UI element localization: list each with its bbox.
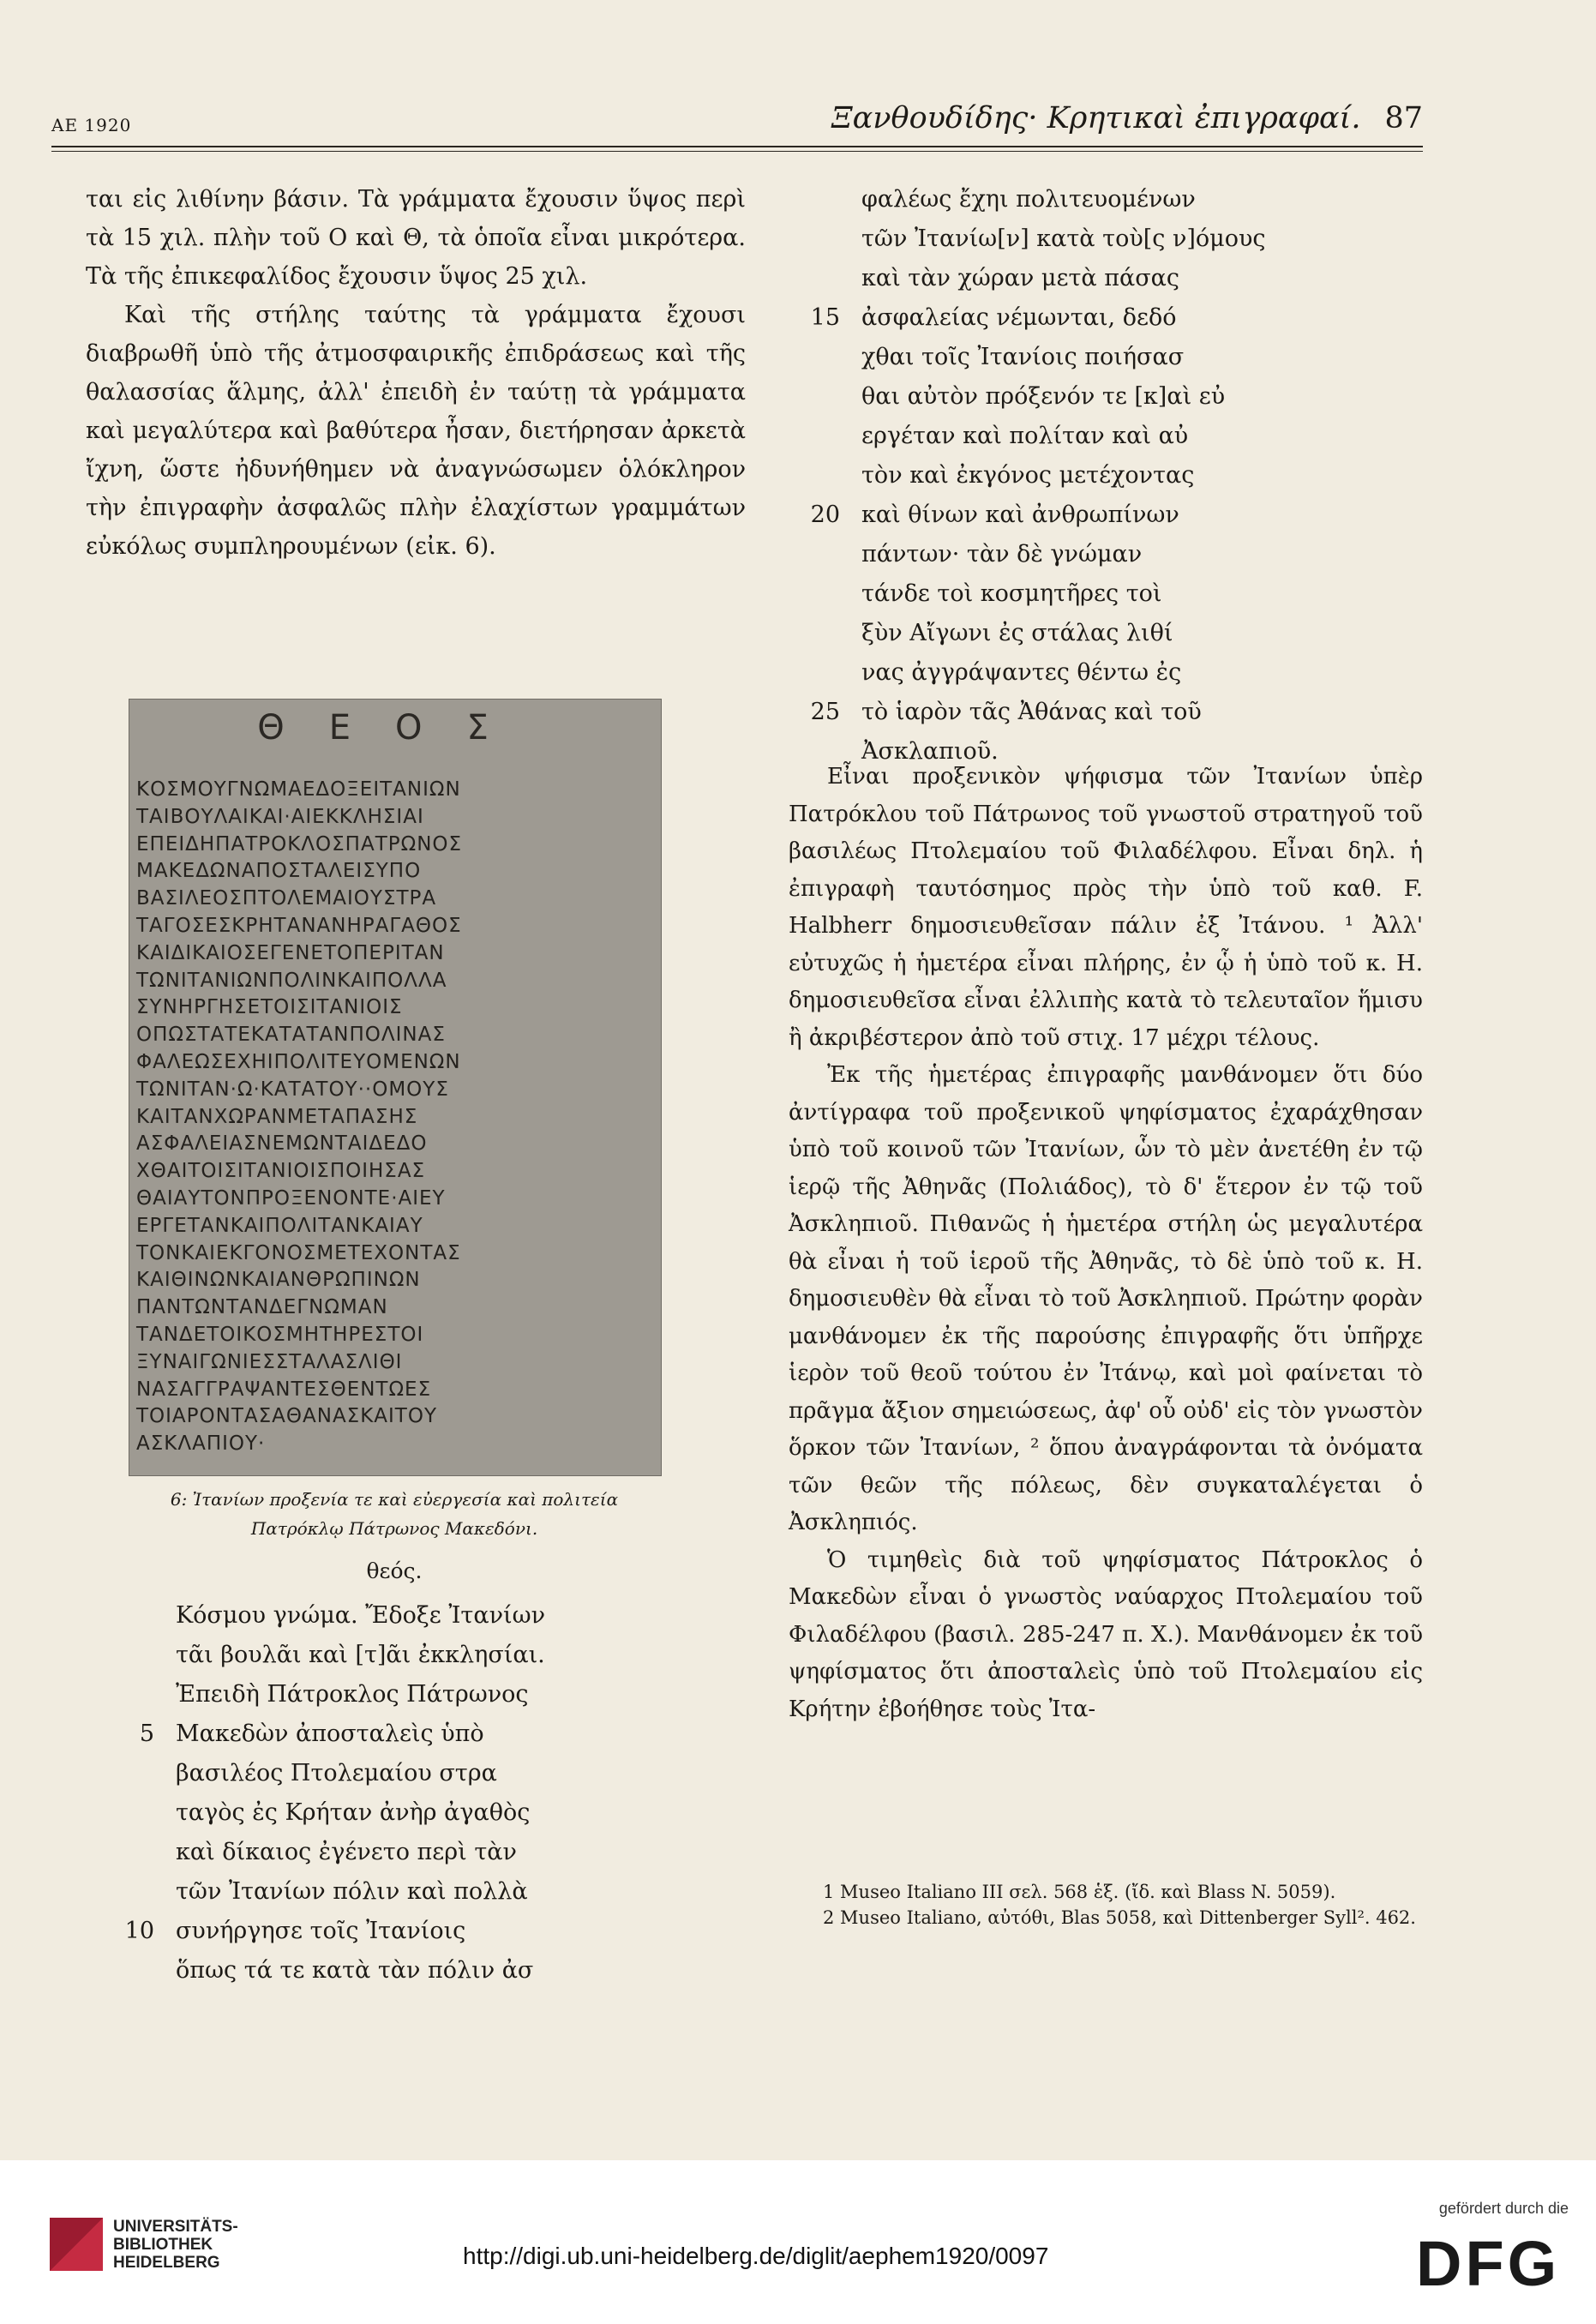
stone-line: ΠΑΝΤΩΝΤΑΝΔΕΓΝΩΜΑΝ — [136, 1296, 388, 1319]
footnotes — [789, 1879, 1423, 1931]
stone-line: ΤΩΝΙΤΑΝ·Ω·ΚΑΤΑΤΟΥ··ΟΜΟΥΣ — [136, 1078, 449, 1101]
inscription-line — [806, 259, 1423, 298]
paragraph: Καὶ τῆς στήλης ταύτης τὰ γράμματα ἔχουσι διαβρωθῆ ὑπὸ τῆς ἀτμοσφαιρικῆς ἐπιδράσεως καὶ τῆς θαλασσίας ἅλμης, ἀλλ' ἐπειδὴ ἐν ταύτῃ τὰ γράμματα καὶ μεγαλύτερα καὶ βαθύτερα ἦσαν, διετήρησαν ἀρκετὰ ἴχνη, ὥστε ἠδυνήθημεν νὰ ἀναγνώσωμεν ὁλόκληρον τὴν ἐπιγραφὴν ἀσφαλῶς πλὴν ἐλαχίστων γραμμάτων εὐκόλως συμπληρουμένων (εἰκ. 6). — [86, 302, 746, 560]
library-name-line: BIBLIOTHEK — [113, 2236, 213, 2254]
inscription-line — [120, 1951, 737, 1991]
line-text: ταγὸς ἐς Κρήταν ἀνὴρ ἀγαθὸς — [176, 1799, 531, 1826]
inscription-line — [120, 1675, 737, 1714]
stone-line: ΤΩΝΙΤΑΝΙΩΝΠΟΛΙΝΚΑΙΠΟΛΛΑ — [136, 969, 447, 992]
stone-line: ΒΑΣΙΛΕΟΣΠΤΟΛΕΜΑΙΟΥΣΤΡΑ — [136, 887, 437, 910]
line-text: καὶ τὰν χώραν μετὰ πάσας — [861, 265, 1179, 291]
dfg-logo[interactable]: DFG — [1416, 2228, 1561, 2299]
inscription-photo — [129, 699, 662, 1476]
inscription-line — [806, 574, 1423, 614]
journal-label: ΑΕ 1920 — [51, 115, 132, 135]
line-text: τὸ ἱαρὸν τᾶς Ἀθάνας καὶ τοῦ — [861, 699, 1202, 725]
stone-line: ΤΑΓΟΣΕΣΚΡΗΤΑΝΑΝΗΡΑΓΑΘΟΣ — [136, 914, 462, 937]
stone-line: ΝΑΣΑΓΓΡΑΨΑΝΤΕΣΘΕΝΤΩΕΣ — [136, 1378, 432, 1401]
stone-line: ΤΟΝΚΑΙΕΚΓΟΝΟΣΜΕΤΕΧΟΝΤΑΣ — [136, 1241, 461, 1264]
library-name-line: HEIDELBERG — [113, 2254, 220, 2272]
line-text: τῶν Ἰτανίων πόλιν καὶ πολλὰ — [176, 1878, 528, 1905]
line-text: τῶν Ἰτανίω[ν] κατὰ τοὺ[ς ν]όμους — [861, 225, 1266, 252]
caption-line: Πατρόκλῳ Πάτρωνος Μακεδόνι. — [250, 1518, 538, 1539]
line-text: νας ἀγγράψαντες θέντω ἐς — [861, 659, 1182, 686]
line-number: 10 — [124, 1918, 154, 1944]
stone-line: ΞΥΝΑΙΓΩΝΙΕΣΣΤΑΛΑΣΛΙΘΙ — [136, 1350, 403, 1373]
university-library-logo-icon[interactable] — [50, 2218, 103, 2271]
stone-line: ΤΑΙΒΟΥΛΑΙΚΑΙ·ΑΙΕΚΚΛΗΣΙΑΙ — [136, 805, 424, 828]
library-name-line: UNIVERSITÄTS- — [113, 2218, 238, 2236]
inscription-line — [120, 1872, 737, 1912]
stone-line: ΦΑΛΕΩΣΕΧΗΙΠΟΛΙΤΕΥΟΜΕΝΩΝ — [136, 1050, 461, 1073]
caption-line: 6: Ἰτανίων προξενία τε καὶ εὐεργεσία καὶ πολιτεία — [170, 1489, 619, 1510]
inscription-line — [806, 338, 1423, 377]
paragraph: Εἶναι προξενικὸν ψήφισμα τῶν Ἰτανίων ὑπὲρ Πατρόκλου τοῦ Πάτρωνος τοῦ γνωστοῦ στρατηγοῦ τοῦ βασιλέως Πτολεμαίου τοῦ Φιλαδέλφου. Εἶναι δηλ. ἡ ἐπιγραφὴ ταυτόσημος πρὸς τὴν ὑπὸ τοῦ καθ. F. Halbherr δημοσιευθεῖσαν πάλιν ἐξ Ἰτάνου. ¹ Ἀλλ' εὐτυχῶς ἡ ἡμετέρα εἶναι πλήρης, ἐν ᾧ ἡ ὑπὸ τοῦ κ. Η. δημοσιευθεῖσα εἶναι ἐλλιπὴς κατὰ τὸ τελευταῖον ἥμισυ ἢ ἀκριβέστερον ἀπὸ τοῦ στιχ. 17 μέχρι τέλους. — [789, 764, 1423, 1051]
stone-line: ΑΣΦΑΛΕΙΑΣΝΕΜΩΝΤΑΙΔΕΔΟ — [136, 1132, 428, 1156]
inscription-line — [806, 535, 1423, 574]
running-head — [789, 101, 1423, 135]
running-title: Ξανθουδίδης· Κρητικαὶ ἐπιγραφαί. — [831, 101, 1361, 135]
line-text: ὅπως τά τε κατὰ τὰν πόλιν ἀσ — [176, 1957, 534, 1984]
inscription-line — [806, 377, 1423, 417]
inscription-line — [806, 180, 1423, 219]
line-text: Μακεδὼν ἀποσταλεὶς ὑπὸ — [176, 1720, 484, 1747]
stone-line: ΚΑΙΤΑΝΧΩΡΑΝΜΕΤΑΠΑΣΗΣ — [136, 1105, 418, 1128]
inscription-line — [120, 1793, 737, 1833]
stone-line: ΤΟΙΑΡΟΝΤΑΣΑΘΑΝΑΣΚΑΙΤΟΥ — [136, 1405, 438, 1428]
line-text: τᾶι βουλᾶι καὶ [τ]ᾶι ἐκκλησίαι. — [176, 1642, 545, 1668]
university-library-name[interactable] — [113, 2218, 238, 2272]
stone-line: ΘΑΙΑΥΤΟΝΠΡΟΞΕΝΟΝΤΕ·ΑΙΕΥ — [136, 1186, 446, 1210]
line-text: συνήργησε τοῖς Ἰτανίοις — [176, 1918, 466, 1944]
line-text: καὶ θίνων καὶ ἀνθρωπίνων — [861, 501, 1179, 528]
stone-line: ΟΠΩΣΤΑΤΕΚΑΤΑΤΑΝΠΟΛΙΝΑΣ — [136, 1024, 446, 1047]
stone-line: ΜΑΚΕΔΩΝΑΠΟΣΤΑΛΕΙΣΥΠΟ — [136, 860, 422, 883]
line-text: βασιλέος Πτολεμαίου στρα — [176, 1760, 497, 1787]
stone-text-lines — [136, 777, 654, 1458]
stone-line: ΚΟΣΜΟΥΓΝΩΜΑΕΔΟΞΕΙΤΑΝΙΩΝ — [136, 778, 461, 801]
line-text: χθαι τοῖς Ἰτανίοις ποιήσασ — [861, 344, 1185, 370]
footnote: 1 Museo Italiano III σελ. 568 ἑξ. (ἴδ. καὶ Blass N. 5059). — [823, 1882, 1336, 1902]
paragraph: Ὁ τιμηθεὶς διὰ τοῦ ψηφίσματος Πάτροκλος ὁ Μακεδὼν εἶναι ὁ γνωστὸς ναύαρχος Πτολεμαίου τοῦ Φιλαδέλφου (βασιλ. 285-247 π. Χ.). Μανθάνομεν ἐκ τοῦ ψηφίσματος ὅτι ἀποσταλεὶς ὑπὸ τοῦ Πτολεμαίου εἰς Κρήτην ἐβοήθησε τοὺς Ἰτα- — [789, 1546, 1423, 1722]
line-number: 5 — [139, 1720, 154, 1747]
line-text: καὶ δίκαιος ἐγένετο περὶ τὰν — [176, 1839, 517, 1865]
inscription-line — [806, 693, 1423, 732]
line-number: 25 — [810, 699, 840, 725]
inscription-line — [806, 456, 1423, 495]
footnote: 2 Museo Italiano, αὐτόθι, Blas 5058, καὶ Dittenberger Syll². 462. — [823, 1907, 1416, 1928]
inscription-line — [806, 298, 1423, 338]
right-column-text — [789, 759, 1423, 1728]
inscription-line — [806, 614, 1423, 653]
funding-note: gefördert durch die — [1438, 2200, 1569, 2217]
inscription-line — [120, 1833, 737, 1872]
inscription-line — [806, 219, 1423, 259]
stone-line: ΣΥΝΗΡΓΗΣΕΤΟΙΣΙΤΑΝΙΟΙΣ — [136, 996, 403, 1019]
inscription-line — [120, 1754, 737, 1793]
stone-line: ΕΠΕΙΔΗΠΑΤΡΟΚΛΟΣΠΑΤΡΩΝΟΣ — [136, 832, 463, 856]
inscription-line — [806, 653, 1423, 693]
line-number: 20 — [810, 501, 840, 528]
line-text: φαλέως ἔχηι πολιτευομένων — [861, 186, 1196, 213]
inscription-line — [806, 417, 1423, 456]
stone-line: ΕΡΓΕΤΑΝΚΑΙΠΟΛΙΤΑΝΚΑΙΑΥ — [136, 1214, 423, 1237]
left-column-text — [86, 180, 746, 566]
page-number: 87 — [1384, 101, 1423, 135]
inscription-transcription-left — [120, 1596, 737, 1991]
line-text: Ἀσκλαπιοῦ. — [861, 738, 999, 765]
line-text: τὸν καὶ ἐκγόνος μετέχοντας — [861, 462, 1195, 489]
inscription-line — [806, 495, 1423, 535]
line-text: Ἐπειδὴ Πάτροκλος Πάτρωνος — [176, 1681, 529, 1708]
line-text: τάνδε τοὶ κοσμητῆρες τοὶ — [861, 580, 1162, 607]
line-text: ξὺν Αἴγωνι ἐς στάλας λιθί — [861, 620, 1173, 646]
line-text: ἀσφαλείας νέμωνται, δεδό — [861, 304, 1177, 331]
figure-caption — [129, 1485, 660, 1543]
paragraph: Ἐκ τῆς ἡμετέρας ἐπιγραφῆς μανθάνομεν ὅτι δύο ἀντίγραφα τοῦ προξενικοῦ ψηφίσματος ἐχαράχθησαν ὑπὸ τοῦ κοινοῦ τῶν Ἰτανίων, ὧν τὸ μὲν ἀνετέθη ἐν τῷ ἱερῷ τῆς Ἀθηνᾶς (Πολιάδος), τὸ δ' ἕτερον ἐν τῷ τοῦ Ἀσκληπιοῦ. Πιθανῶς ἡ ἡμετέρα στήλη ὡς μεγαλυτέρα θὰ εἶναι ἡ τοῦ ἱεροῦ τῆς Ἀθηνᾶς, τὸ δὲ ὑπὸ τοῦ κ. Η. δημοσιευθὲν θὰ εἶναι τὸ τοῦ Ἀσκληπιοῦ. Πρώτην φορὰν μανθάνομεν ἐκ τῆς παρούσης ἐπιγραφῆς ὅτι ὑπῆρχε ἱερὸν τοῦ θεοῦ τούτου ἐν Ἰτάνῳ, καὶ μοὶ φαίνεται τὸ πρᾶγμα ἄξιον σημειώσεως, ἀφ' οὗ οὐδ' εἰς τὸν γνωστὸν ὅρκον τῶν Ἰτανίων, ² ὅπου ἀναγράφονται τὰ ὀνόματα τῶν θεῶν τῆς πόλεως, δὲν συγκαταλέγεται ὁ Ἀσκληπιός. — [789, 1062, 1423, 1535]
stone-line: ΚΑΙΘΙΝΩΝΚΑΙΑΝΘΡΩΠΙΝΩΝ — [136, 1269, 421, 1292]
inscription-line — [120, 1596, 737, 1636]
stone-line: ΧΘΑΙΤΟΙΣΙΤΑΝΙΟΙΣΠΟΙΗΣΑΣ — [136, 1160, 426, 1183]
stone-line: ΤΑΝΔΕΤΟΙΚΟΣΜΗΤΗΡΕΣΤΟΙ — [136, 1323, 424, 1346]
inscription-transcription-right — [806, 180, 1423, 772]
inscription-line — [120, 1714, 737, 1754]
inscription-title: θεός. — [366, 1558, 423, 1583]
header-rule-thin — [51, 151, 1423, 152]
stone-line: ΑΣΚΛΑΠΙΟΥ· — [136, 1432, 266, 1456]
line-text: Κόσμου γνώμα. Ἔδοξε Ἰτανίων — [176, 1602, 546, 1629]
line-text: θαι αὐτὸν πρόξενόν τε [κ]αὶ εὐ — [861, 383, 1226, 410]
stone-line: ΚΑΙΔΙΚΑΙΟΣΕΓΕΝΕΤΟΠΕΡΙΤΑΝ — [136, 941, 445, 964]
inscription-line — [120, 1636, 737, 1675]
header-rule — [51, 146, 1423, 147]
paragraph: ται εἰς λιθίνην βάσιν. Τὰ γράμματα ἔχουσιν ὕψος περὶ τὰ 15 χιλ. πλὴν τοῦ Ο καὶ Θ, τὰ ὁποῖα εἶναι μικρότερα. Τὰ τῆς ἐπικεφαλίδος ἔχουσιν ὕψος 25 χιλ. — [86, 186, 746, 290]
permalink[interactable]: http://digi.ub.uni-heidelberg.de/diglit/aephem1920/0097 — [463, 2243, 1049, 2269]
line-text: εργέταν καὶ πολίταν καὶ αὐ — [861, 423, 1189, 449]
line-number: 15 — [810, 304, 840, 331]
line-text: πάντων· τὰν δὲ γνώμαν — [861, 541, 1143, 567]
stone-heading: ΘΕΟΣ — [257, 708, 533, 748]
inscription-line — [120, 1912, 737, 1951]
